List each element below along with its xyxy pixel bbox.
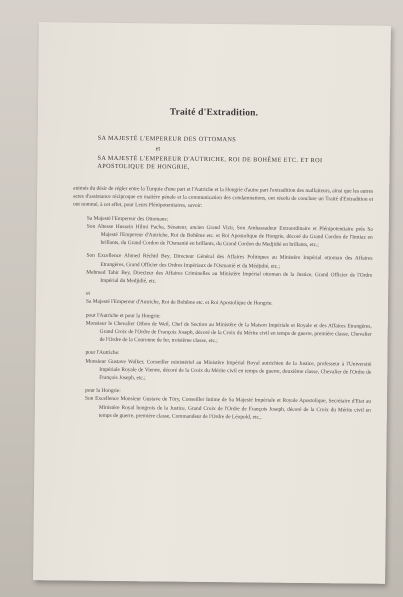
document-page: [33, 22, 391, 584]
delegate-ahmed-rechid: Son Excellence Ahmed Réchid Bey, Directeur Général des Affaires Politiques au Ministère Impérial ottoman des Affaires Etrangères, Grand Officier des Ordres Impériaux de l'Osmanié et du Médjidié, etc.;: [86, 253, 373, 270]
role-hungary: pour la Hongrie:: [85, 387, 121, 395]
ottoman-heading: Sa Majesté l'Empereur des Ottomans:: [86, 215, 169, 223]
role-austria: pour l'Autriche:: [85, 350, 120, 357]
delegate-gustave-walker: Monsieur Gustave Walker, Conseiller ministériel au Ministère Impérial Royal autrichien de la Justice, professeur à l'Université Impériale Royale de Vienne, décoré de la Croix du Mérite civil en temps de guerre, deuxième classe, Chevalier de l'Ordre de François Joseph, etc.;: [85, 358, 372, 382]
treaty-body: [71, 185, 373, 423]
delegate-hussein-hilmi: Son Altesse Hussein Hilmi Pacha, Sénateur, ancien Grand Vizir, Son Ambassadeur Extraordinaire et Plénipotentiaire près Sa Majesté l'Empereur d'Autriche, Roi de Bohême etc. et Roi Apostolique de Hongrie, décoré du Grand Cordon de l'Imtiaz en brillants, du Grand Cordon de l'Osmanié en brillants, du Grand Cordon du Medjidié en brillants, etc.;: [86, 223, 373, 249]
delegate-mehmed-tahir: Mehmed Tahir Bey, Directeur des Affaires Criminelles au Ministère Impérial ottoman de la Justice, Grand Officier de l'Ordre Impérial du Medjidié, etc.: [86, 269, 373, 285]
party-ottoman: SA MAJESTÉ L'EMPEREUR DES OTTOMANS: [97, 134, 237, 144]
preamble: animés du désir de régler entre la Turquie d'une part et l'Autriche et la Hongrie d'autre part l'extradition des malfaiteurs, ainsi que les autres actes d'assistance réciproque en matière pénale et la communication des condamnations, ont résolu de conclure un Traité d'Extradition et ont nommé, à cet effet, pour Leurs Plénipotentiaires, savoir:: [72, 185, 374, 210]
conjunction-and: et: [86, 290, 91, 297]
delegate-gustave-de-tory: Son Excellence Monsieur Gustave de Töry, Conseiller Intime de Sa Majesté Impériale et Royale Apostolique, Secrétaire d'Etat au Ministère Royal hongrois de la Justice, Grand Croix de l'Ordre de François Joseph, décoré de la Croix du Mérite civil en temps de guerre, première classe, Commandeur de l'Ordre de Léopold, etc.,: [84, 396, 372, 421]
page-title: Traité d'Extradition.: [169, 107, 259, 119]
party-austria-hungary: SA MAJESTÉ L'EMPEREUR D'AUTRICHE, ROI DE BOHÊME ETC. ET ROI APOSTOLIQUE DE HONGRIE,: [97, 154, 323, 171]
conjunction: et: [155, 145, 161, 153]
austro-heading: Sa Majesté l'Empereur d'Autriche, Roi de Bohême etc. et Roi Apostolique de Hongrie:: [85, 299, 273, 308]
delegate-othon-de-weil: Monsieur le Chevalier Othon de Weil, Chef de Section au Ministère de la Maison Impériale et Royale et des Affaires Etrangères, Grand Croix de l'Ordre de François Joseph, décoré de la Croix du Mérite civil en temps de guerre, première classe, Chevalier de l'Ordre de la Couronne de fer, troisième classe, etc.;: [85, 320, 372, 345]
role-austria-hungary: pour l'Autriche et pour la Hongrie:: [85, 312, 161, 320]
